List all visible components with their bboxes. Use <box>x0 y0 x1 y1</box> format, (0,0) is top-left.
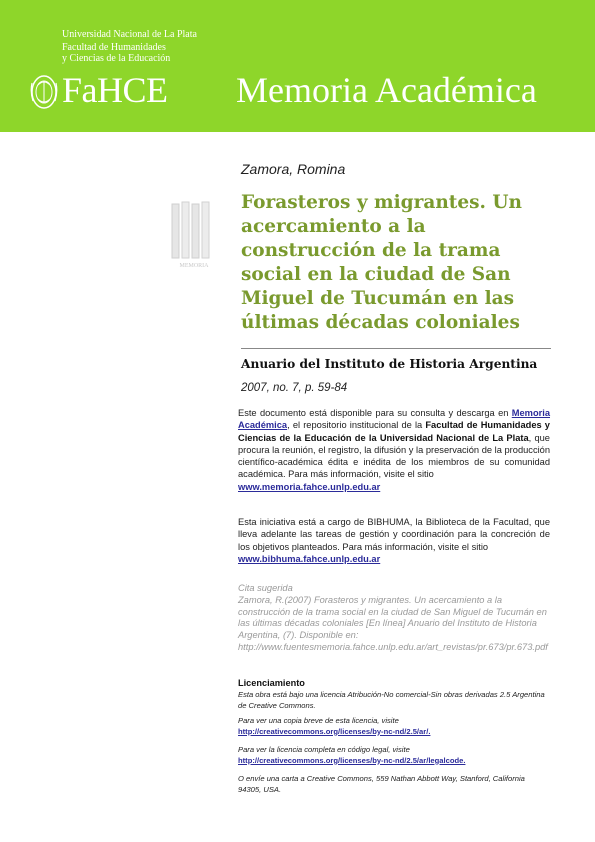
journal-name: Anuario del Instituto de Historia Argentina <box>241 357 538 371</box>
author-name: Zamora, Romina <box>241 161 346 177</box>
suggested-citation-text: Zamora, R.(2007) Forasteros y migrantes. Un acercamiento a la construcción de la trama social en la ciudad de San Miguel de Tucumán en las últimas décadas coloniales [En línea] Anuario del Instituto de Historia Argentina, (7). Disponible en: http://www.fuentesmemoria.fahce.unlp.edu.ar/art_revistas/pr.673/pr.673.pdf <box>238 594 548 652</box>
faculty-bold-name: Facultad de Humanidades y Ciencias de la Educación de la Universidad Nacional de La Plata <box>238 420 550 443</box>
document-title: Forasteros y migrantes. Un acercamiento a la construcción de la trama social en la ciudad de San Miguel de Tucumán en las últimas décadas coloniales <box>241 192 522 333</box>
faculty-name-line1: Facultad de Humanidades <box>62 42 166 53</box>
license-text: Esta obra está bajo una licencia Atribución-No comercial-Sin obras derivadas 2.5 Argentina de Creative Commons. <box>238 690 545 710</box>
memoria-academica-link[interactable]: Memoria Académica <box>238 408 550 431</box>
bibhuma-text: Esta iniciativa está a cargo de BIBHUMA, la Biblioteca de la Facultad, que lleva adelante las tareas de gestión y coordinación para la concreción de los objetivos planteados. Para más información, visite el sitio <box>238 517 550 552</box>
header-banner <box>0 0 595 132</box>
intro-text-1: Este documento está disponible para su consulta y descarga en <box>238 408 512 418</box>
intro-text-3: , que procura la reunión, el registro, la difusión y la preservación de la producción científico-académica édita e inédita de los miembros de su comunidad académica. Para más información, visite el sitio <box>238 432 550 480</box>
books-logo-caption: MEMORIA <box>179 263 209 269</box>
license-full-link[interactable]: http://creativecommons.org/licenses/by-nc-nd/2.5/ar/legalcode. <box>238 755 466 765</box>
license-full <box>238 745 550 766</box>
license-heading: Licenciamiento <box>238 678 305 688</box>
bibhuma-paragraph <box>238 516 550 565</box>
fahce-logo-text: FaHCE <box>62 70 168 110</box>
title-divider <box>241 348 551 349</box>
bibhuma-site-link[interactable]: www.bibhuma.fahce.unlp.edu.ar <box>238 553 381 564</box>
license-mail: O envíe una carta a Creative Commons, 559 Nathan Abbott Way, Stanford, California 94305, USA. <box>238 774 525 794</box>
publication-details: 2007, no. 7, p. 59-84 <box>241 382 348 394</box>
memoria-site-link[interactable]: www.memoria.fahce.unlp.edu.ar <box>238 481 381 492</box>
university-crest-icon <box>30 73 58 111</box>
books-logo-icon <box>168 200 220 272</box>
repository-title: Memoria Académica <box>236 70 537 110</box>
suggested-citation-label: Cita sugerida <box>238 583 293 593</box>
license-brief-label: Para ver una copia breve de esta licencia, visite <box>238 716 399 725</box>
license-full-label: Para ver la licencia completa en código legal, visite <box>238 745 410 754</box>
availability-paragraph <box>238 407 550 493</box>
intro-text-2: , el repositorio institucional de la <box>287 420 426 431</box>
suggested-citation <box>238 583 550 654</box>
university-name: Universidad Nacional de La Plata <box>62 29 197 40</box>
faculty-name-line2: y Ciencias de la Educación <box>62 53 171 64</box>
license-brief <box>238 716 550 737</box>
license-brief-link[interactable]: http://creativecommons.org/licenses/by-nc-nd/2.5/ar/. <box>238 726 431 736</box>
